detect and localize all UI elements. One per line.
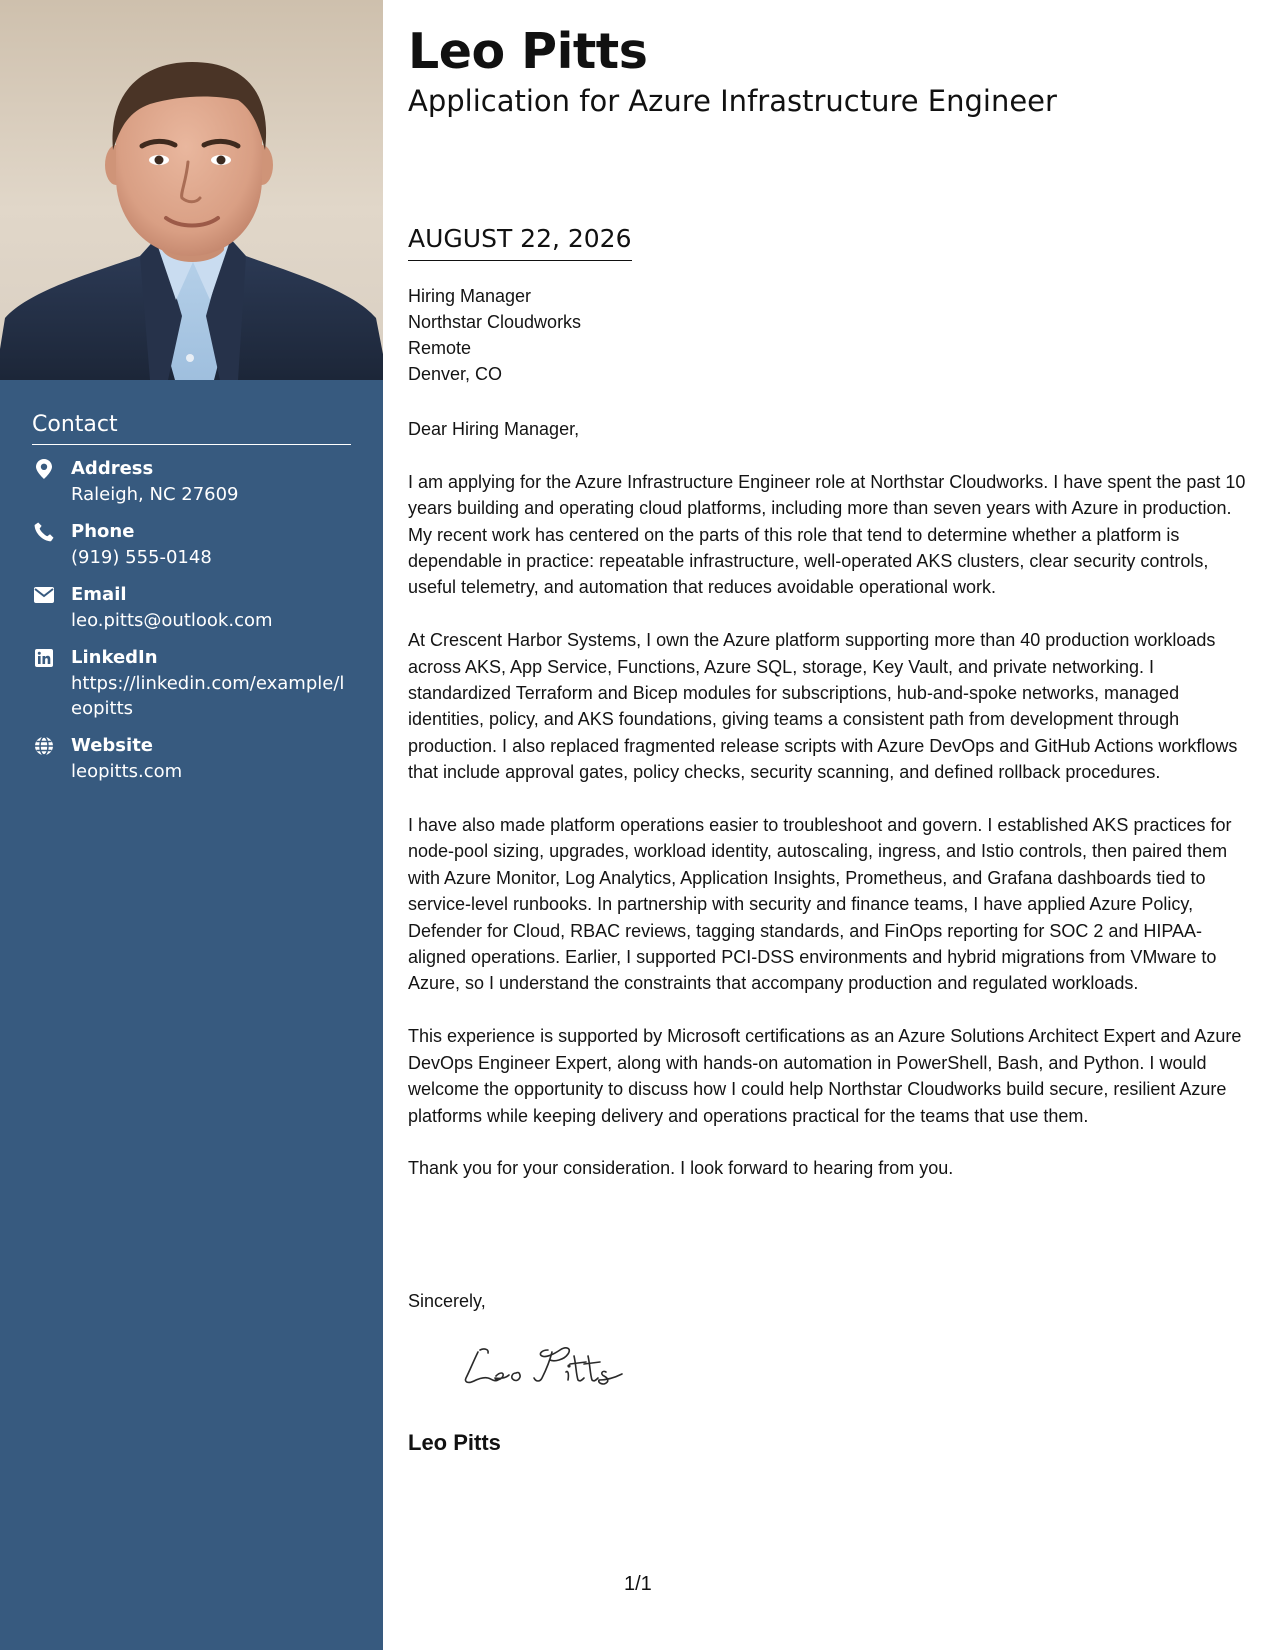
body-paragraph: I have also made platform operations easier to troubleshoot and govern. I established AKS practices for node-pool sizing, upgrades, workload identity, autoscaling, ingress, and Istio controls, then paired them with Azure Monitor, Log Analytics, Application Insights, Prometheus, and Grafana dashboards tied to service-level runbooks. In partnership with security and finance teams, I have applied Azure Policy, Defender for Cloud, RBAC reviews, tagging standards, and FinOps reporting for SOC 2 and HIPAA-aligned operations. Earlier, I supported PCI-DSS environments and hybrid migrations from VMware to Azure, so I understand the constraints that accompany production and regulated workloads.	[408, 815, 1232, 994]
recipient-line: Denver, CO	[408, 364, 503, 384]
letter-content	[408, 416, 1253, 1208]
application-title: Application for Azure Infrastructure Engineer	[408, 84, 1057, 118]
recipient-line: Northstar Cloudworks	[408, 312, 582, 332]
contact-value-website[interactable]: leopitts.com	[71, 761, 183, 782]
body-paragraph: Thank you for your consideration. I look forward to hearing from you.	[408, 1158, 954, 1179]
linkedin-icon	[34, 648, 54, 668]
profile-photo	[0, 0, 383, 380]
body-paragraph: This experience is supported by Microsoft certifications as an Azure Solutions Architect Expert and Azure DevOps Engineer Expert, along with hands-on automation in PowerShell, Bash, and Python. I would welcome the opportunity to discuss how I could help Northstar Cloudworks build secure, resilient Azure platforms while keeping delivery and operations practical for the teams that use them.	[408, 1026, 1242, 1126]
salutation: Dear Hiring Manager,	[408, 419, 580, 439]
envelope-icon	[34, 585, 54, 605]
contact-label-linkedin: LinkedIn	[71, 647, 158, 668]
recipient-line: Hiring Manager	[408, 286, 532, 306]
letter-body	[408, 0, 1253, 1650]
globe-icon	[34, 736, 54, 756]
applicant-name: Leo Pitts	[408, 23, 648, 80]
contact-label-website: Website	[71, 735, 154, 756]
contact-heading: Contact	[32, 412, 118, 437]
body-paragraph: At Crescent Harbor Systems, I own the Azure platform supporting more than 40 production workloads across AKS, App Service, Functions, Azure SQL, storage, Key Vault, and private networking. I standardized Terraform and Bicep modules for subscriptions, hub-and-spoke networks, managed identities, policy, and AKS foundations, giving teams a consistent path from development through production. I also replaced fragmented release scripts with Azure DevOps and GitHub Actions workflows that include approval gates, policy checks, security scanning, and defined rollback procedures.	[408, 630, 1238, 783]
sidebar	[0, 0, 383, 1650]
map-pin-icon	[34, 459, 54, 479]
recipient-line: Remote	[408, 338, 472, 358]
contact-value-email[interactable]: leo.pitts@outlook.com	[71, 610, 273, 631]
contact-value-linkedin[interactable]: https://linkedin.com/example/leopitts	[71, 673, 345, 719]
body-paragraph: I am applying for the Azure Infrastructure Engineer role at Northstar Cloudworks. I have spent the past 10 years building and operating cloud platforms, including more than seven years with Azure in production. My recent work has centered on the parts of this role that tend to determine whether a platform is dependable in practice: repeatable infrastructure, well-operated AKS clusters, clear security controls, useful telemetry, and automation that reduces avoidable operational work.	[408, 471, 1246, 598]
contact-label-phone: Phone	[71, 521, 135, 542]
phone-icon	[34, 522, 54, 542]
page-number: 1/1	[624, 1573, 652, 1595]
letter-date: AUGUST 22, 2026	[408, 224, 632, 261]
recipient-block	[408, 283, 581, 387]
closing: Sincerely,	[408, 1291, 486, 1311]
contact-value-phone: (919) 555-0148	[71, 547, 212, 568]
contact-label-email: Email	[71, 584, 127, 605]
contact-divider	[32, 444, 351, 445]
contact-value-address: Raleigh, NC 27609	[71, 484, 239, 505]
signature-image	[456, 1340, 636, 1392]
contact-label-address: Address	[71, 458, 154, 479]
signer-name: Leo Pitts	[408, 1430, 501, 1455]
